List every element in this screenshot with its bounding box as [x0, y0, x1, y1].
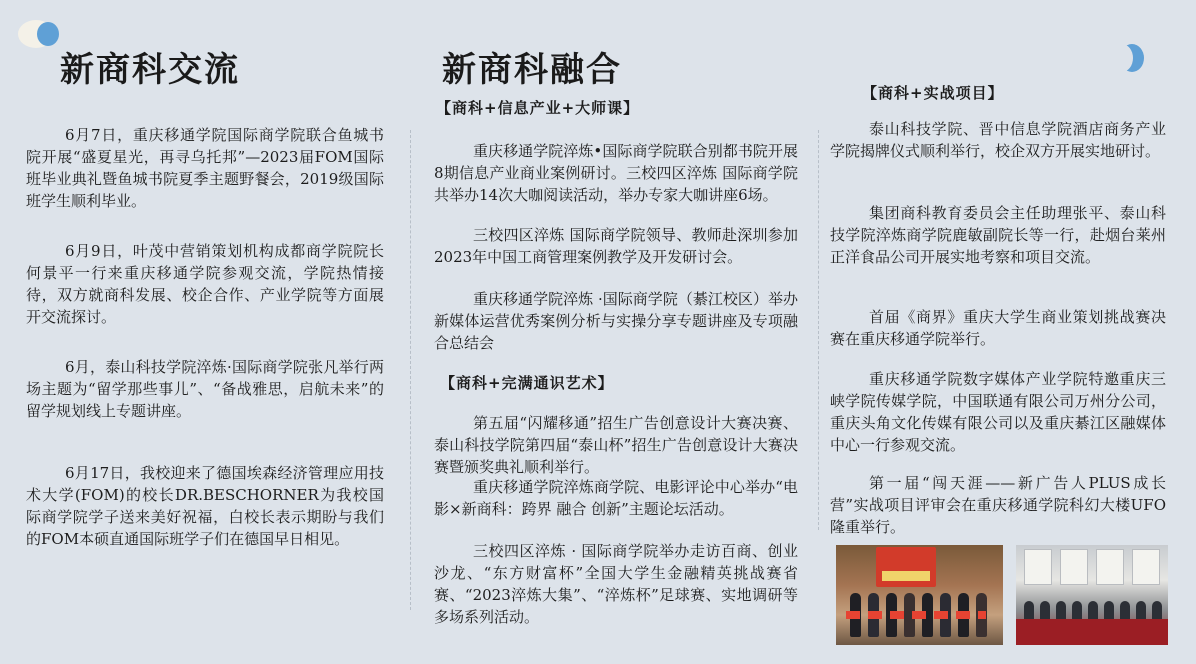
left-paragraph-4: 6月17日，我校迎来了德国埃森经济管理应用技术大学(FOM)的校长DR.BESCHORNER为我校国际商学院学子送来美好祝福，白校长表示期盼与我们的FOM本硕直通国际班学子们在德国早日相见。 [26, 464, 384, 548]
award-ceremony-photo [836, 545, 1003, 645]
right-paragraph-3: 首届《商界》重庆大学生商业策划挑战赛决赛在重庆移通学院举行。 [830, 308, 1166, 348]
column-divider-right [818, 130, 819, 530]
left-paragraph-2: 6月9日，叶茂中营销策划机构成都商学院院长何景平一行来重庆移通学院参观交流，学院热情接待，双方就商科发展、校企合作、产业学院等方面展开交流探讨。 [26, 242, 384, 326]
middle-s1-paragraph-3: 重庆移通学院淬炼 ·国际商学院（綦江校区）举办新媒体运营优秀案例分析与实操分享专题讲座及专项融合总结会 [434, 290, 798, 352]
right-paragraph-1: 泰山科技学院、晋中信息学院酒店商务产业学院揭牌仪式顺利举行，校企双方开展实地研讨。 [830, 120, 1166, 160]
right-paragraph-2: 集团商科教育委员会主任助理张平、泰山科技学院淬炼商学院鹿敏副院长等一行，赴烟台莱州正洋食品公司开展实地考察和项目交流。 [830, 204, 1166, 266]
middle-s2-paragraph-1: 第五届“闪耀移通”招生广告创意设计大赛决赛、泰山科技学院第四届“泰山杯”招生广告创意设计大赛决赛暨颁奖典礼顺利举行。 [434, 414, 798, 476]
crescent-moon-icon-left [18, 20, 54, 48]
event-banner [876, 547, 936, 587]
right-paragraph-5: 第一届“闯天涯——新广告人PLUS成长营”实战项目评审会在重庆移通学院科幻大楼UFO隆重举行。 [830, 474, 1166, 536]
section-header-info-industry: 【商科+信息产业+大师课】 [436, 99, 640, 117]
left-paragraph-3: 6月，泰山科技学院淬炼·国际商学院张凡举行两场主题为“留学那些事儿”、“备战雅思，启航未来”的留学规划线上专题讲座。 [26, 358, 384, 420]
section-header-liberal-arts: 【商科+完满通识艺术】 [440, 374, 614, 392]
crescent-moon-icon-right [1120, 44, 1144, 72]
right-paragraph-4: 重庆移通学院数字媒体产业学院特邀重庆三峡学院传媒学院，中国联通有限公司万州分公司，重庆头角文化传媒有限公司以及重庆綦江区融媒体中心一行参观交流。 [830, 370, 1166, 454]
middle-title: 新商科融合 [442, 50, 622, 90]
section-header-practical-projects: 【商科+实战项目】 [862, 84, 1004, 102]
middle-s1-paragraph-1: 重庆移通学院淬炼•国际商学院联合别都书院开展8期信息产业商业案例研讨。三校四区淬炼 国际商学院共举办14次大咖阅读活动，举办专家大咖讲座6场。 [434, 142, 798, 204]
review-meeting-photo [1016, 545, 1168, 645]
middle-s1-paragraph-2: 三校四区淬炼 国际商学院领导、教师赴深圳参加2023年中国工商管理案例教学及开发研讨会。 [434, 226, 798, 266]
red-conference-table [1016, 619, 1168, 645]
middle-s2-paragraph-3: 三校四区淬炼 · 国际商学院举办走访百商、创业沙龙、“东方财富杯”全国大学生金融精英挑战赛省赛、“2023淬炼大集”、“淬炼杯”足球赛、实地调研等多场系列活动。 [434, 542, 798, 626]
left-paragraph-1: 6月7日，重庆移通学院国际商学院联合鱼城书院开展“盛夏星光，再寻乌托邦”—2023届FOM国际班毕业典礼暨鱼城书院夏季主题野餐会，2019级国际班学生顺利毕业。 [26, 126, 384, 210]
middle-s2-paragraph-2: 重庆移通学院淬炼商学院、电影评论中心举办“电影×新商科：跨界 融合 创新”主题论坛活动。 [434, 478, 798, 518]
column-divider-left [410, 130, 411, 610]
left-title: 新商科交流 [60, 50, 240, 90]
